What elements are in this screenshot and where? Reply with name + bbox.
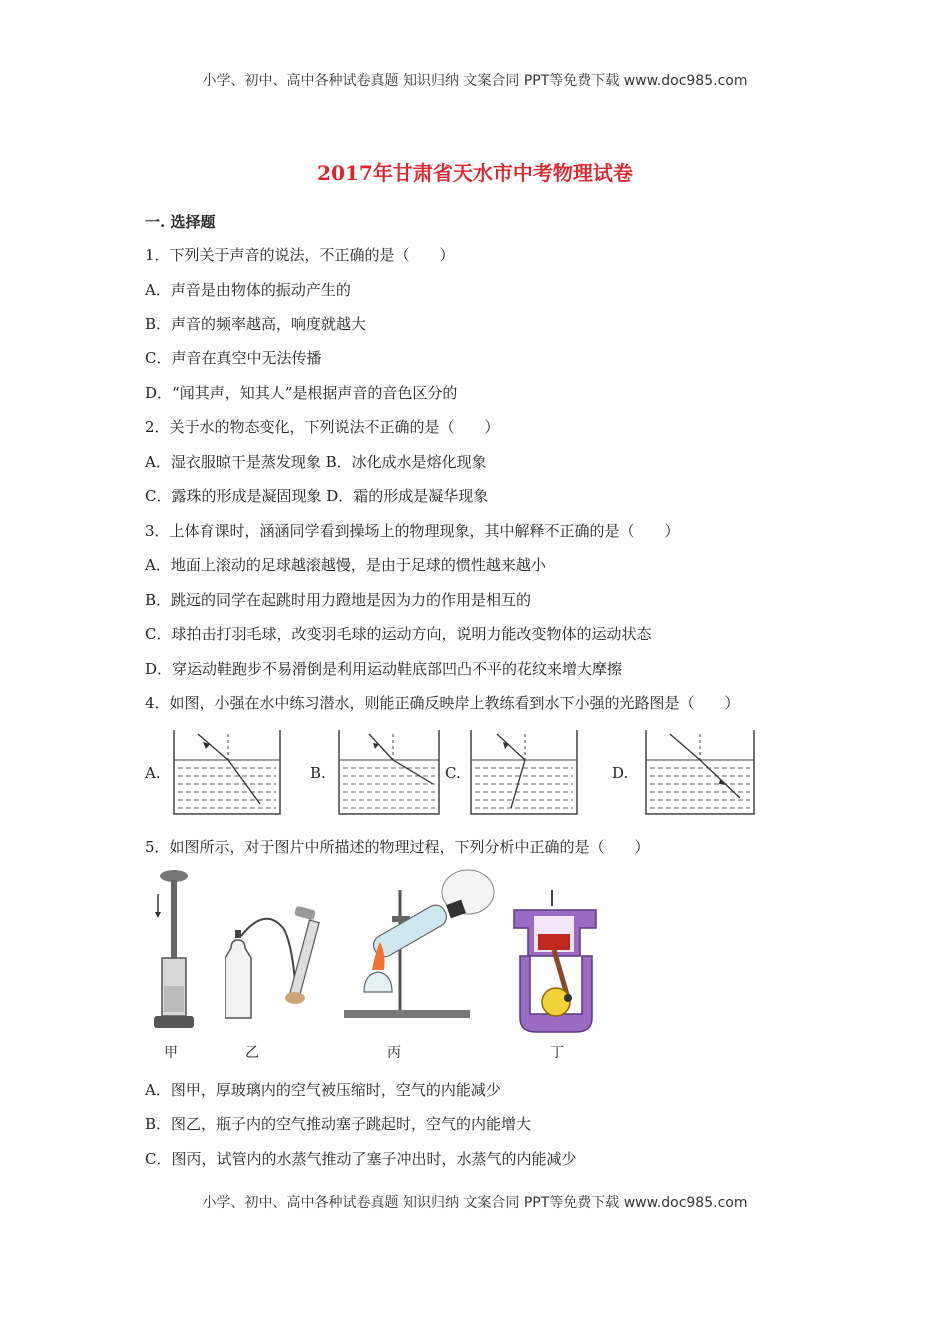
page-footer: 小学、初中、高中各种试卷真题 知识归纳 文案合同 PPT等免费下载 www.doc985.com xyxy=(202,1195,748,1211)
question-2-options-cd: C．露珠的形成是凝固现象 D．霜的形成是凝华现象 xyxy=(145,487,489,505)
question-4-diagram-b xyxy=(333,726,445,818)
figure-ding-engine xyxy=(506,886,606,1036)
question-4-diagram-a xyxy=(168,726,286,818)
question-1-option-a: A．声音是由物体的振动产生的 xyxy=(145,281,351,299)
question-4-diagram-d xyxy=(640,726,760,818)
question-3-stem: 3．上体育课时，涵涵同学看到操场上的物理现象，其中解释不正确的是（ ） xyxy=(145,522,680,540)
page-title: 2017年甘肃省天水市中考物理试卷 xyxy=(317,161,633,185)
question-4-choice-d-label: D. xyxy=(612,764,629,782)
page-header: 小学、初中、高中各种试卷真题 知识归纳 文案合同 PPT等免费下载 www.doc985.com xyxy=(202,73,748,89)
question-4-choice-b-label: B. xyxy=(310,764,326,782)
caption-ding: 丁 xyxy=(550,1045,564,1061)
caption-jia: 甲 xyxy=(164,1045,178,1061)
question-3-option-a: A．地面上滚动的足球越滚越慢，是由于足球的惯性越来越小 xyxy=(145,556,546,574)
question-4-choice-a-label: A. xyxy=(145,764,161,782)
figure-bing-test-tube xyxy=(340,862,500,1027)
figure-yi-bottle-pump xyxy=(225,900,335,1030)
question-2-options-ab: A．湿衣服晾干是蒸发现象 B．冰化成水是熔化现象 xyxy=(145,453,487,471)
question-4-stem: 4．如图，小强在水中练习潜水，则能正确反映岸上教练看到水下小强的光路图是（ ） xyxy=(145,694,740,712)
question-1-stem: 1．下列关于声音的说法，不正确的是（ ） xyxy=(145,246,455,264)
question-5-option-a: A．图甲，厚玻璃内的空气被压缩时，空气的内能减少 xyxy=(145,1081,501,1099)
question-1-option-b: B．声音的频率越高，响度就越大 xyxy=(145,315,367,333)
question-4-choice-c-label: C. xyxy=(445,764,461,782)
question-1-option-c: C．声音在真空中无法传播 xyxy=(145,349,322,367)
section-heading: 一. 选择题 xyxy=(145,213,216,231)
question-3-option-d: D．穿运动鞋跑步不易滑倒是利用运动鞋底部凹凸不平的花纹来增大摩擦 xyxy=(145,660,623,678)
question-4-diagram-c xyxy=(465,726,583,818)
question-3-option-b: B．跳远的同学在起跳时用力蹬地是因为力的作用是相互的 xyxy=(145,591,532,609)
figure-jia-compression-cylinder xyxy=(150,866,200,1036)
caption-yi: 乙 xyxy=(245,1045,259,1061)
question-5-option-b: B．图乙，瓶子内的空气推动塞子跳起时，空气的内能增大 xyxy=(145,1115,532,1133)
question-1-option-d: D．“闻其声，知其人”是根据声音的音色区分的 xyxy=(145,384,458,402)
caption-bing: 丙 xyxy=(387,1045,401,1061)
question-5-option-c: C．图丙，试管内的水蒸气推动了塞子冲出时，水蒸气的内能减少 xyxy=(145,1150,577,1168)
question-3-option-c: C．球拍击打羽毛球，改变羽毛球的运动方向，说明力能改变物体的运动状态 xyxy=(145,625,652,643)
question-2-stem: 2．关于水的物态变化，下列说法不正确的是（ ） xyxy=(145,418,500,436)
question-5-stem: 5．如图所示，对于图片中所描述的物理过程，下列分析中正确的是（ ） xyxy=(145,838,650,856)
